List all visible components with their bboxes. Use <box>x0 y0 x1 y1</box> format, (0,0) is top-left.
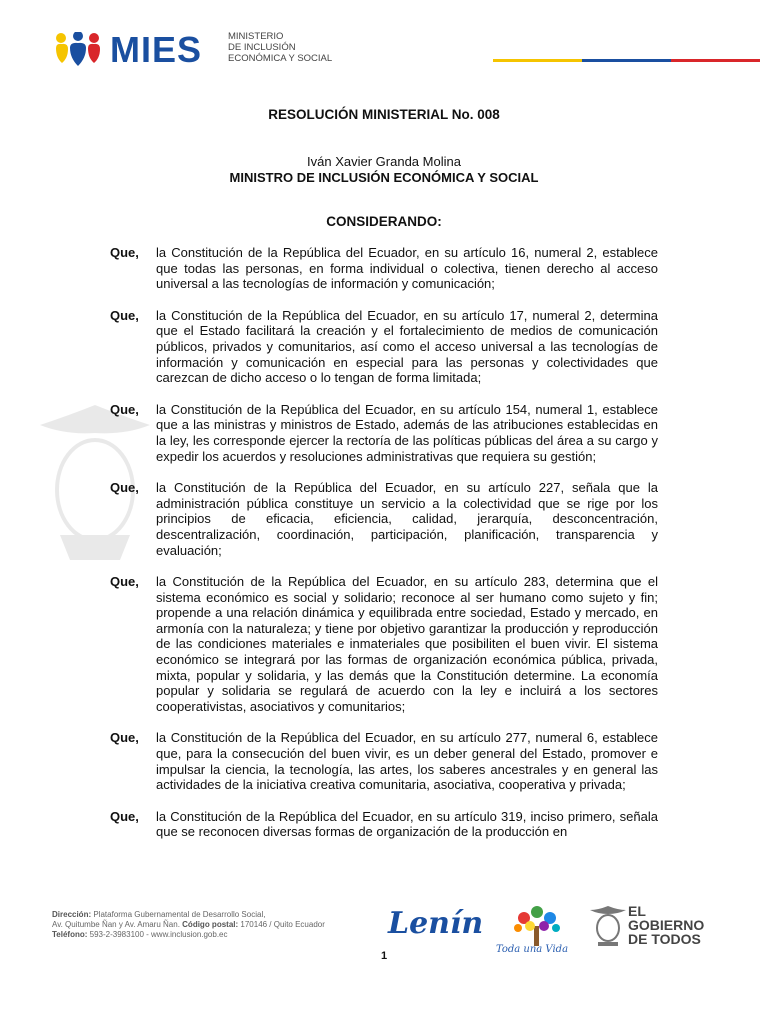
clause-item <box>110 245 658 292</box>
government-shield-icon <box>588 904 628 948</box>
clause-text: la Constitución de la República del Ecuador, en su artículo 277, numeral 6, establece que, para la consecución del buen vivir, es un deber general del Estado, promover e impulsar la ciencia, la tecnología, las artes, los saberes ancestrales y en general las actividades de la iniciativa creativa comunitaria, asociativa, cooperativa y privada; <box>156 730 658 793</box>
clause-label: Que, <box>110 307 139 323</box>
address-label: Dirección: <box>52 910 92 919</box>
section-heading: CONSIDERANDO: <box>326 214 442 229</box>
mies-logo-icon <box>52 32 104 68</box>
address-line-2: Av. Quitumbe Ñan y Av. Amaru Ñan. <box>52 920 180 929</box>
clause-text: la Constitución de la República del Ecuador, en su artículo 17, numeral 2, determina que el Estado facilitará la creación y el fortalecimiento de medios de comunicación públicos, privados y comunitarios, así como el acceso universal a las tecnologías de información y comunicación en especial para las personas y colectividades que carezcan de dicho acceso o lo tengan de forma limitada; <box>156 307 658 386</box>
footer-address <box>52 910 372 940</box>
clause-label: Que, <box>110 730 139 746</box>
gov-line-1: EL <box>628 903 646 919</box>
postal-label: Código postal: <box>182 920 239 929</box>
clause-list <box>110 245 658 840</box>
clause-text: la Constitución de la República del Ecuador, en su artículo 227, señala que la administración pública constituye un servicio a la colectividad que se rige por los principios de eficacia, eficiencia, calidad, jerarquía, desconcentración, descentralización, coordinación, participación, planificación, transparencia y evaluación; <box>156 480 658 558</box>
minister-name: Iván Xavier Granda Molina <box>307 154 461 169</box>
clause-text: la Constitución de la República del Ecuador, en su artículo 283, determina que el sistema económico es social y solidario; reconoce al ser humano como sujeto y fin; propende a una relación dinámica y equilibrada entre sociedad, Estado y mercado, en armonía con la naturaleza; y tiene por objetivo garantizar la producción y reproducción de las condiciones materiales e inmateriales que posibiliten el buen vivir. El sistema económico se integrará por las formas de organización económica pública, privada, mixta, popular y solidaria, y las demás que la Constitución determine. La economía popular y solidaria se regulará de acuerdo con la ley e incluirá a los sectores cooperativistas, asociativos y comunitarios; <box>156 574 658 714</box>
document-body <box>110 107 658 856</box>
stripe-red <box>671 59 760 62</box>
phone-label: Teléfono: <box>52 930 88 939</box>
ministry-line-1: MINISTERIO <box>228 31 284 42</box>
ministry-line-3: ECONÓMICA Y SOCIAL <box>228 53 333 64</box>
clause-label: Que, <box>110 401 139 417</box>
ministry-name <box>228 31 332 64</box>
ministry-line-2: DE INCLUSIÓN <box>228 42 296 53</box>
document-title: RESOLUCIÓN MINISTERIAL No. 008 <box>268 107 500 122</box>
lenin-logo: Lenín <box>388 906 484 941</box>
gov-line-3: DE TODOS <box>628 931 701 947</box>
header-color-stripe <box>493 59 760 62</box>
page-number: 1 <box>380 950 388 962</box>
clause-text: la Constitución de la República del Ecuador, en su artículo 319, inciso primero, señala que se reconocen diversas formas de organización de la producción en <box>156 808 658 840</box>
minister-title: MINISTRO DE INCLUSIÓN ECONÓMICA Y SOCIAL <box>229 170 539 185</box>
clause-label: Que, <box>110 245 139 260</box>
clause-item <box>110 574 658 714</box>
clause-text: la Constitución de la República del Ecuador, en su artículo 154, numeral 1, establece que a las ministras y ministros de Estado, además de las atribuciones establecidas en la ley, les corresponde ejercer la rectoría de las políticas públicas del área a su cargo y expedir los acuerdos y resoluciones administrativas que requiera su gestión; <box>156 401 658 464</box>
page-header <box>52 28 712 78</box>
address-line-1: Plataforma Gubernamental de Desarrollo Social, <box>93 910 266 919</box>
postal-value: 170146 / Quito Ecuador <box>240 920 325 929</box>
clause-label: Que, <box>110 480 139 496</box>
clause-item <box>110 730 658 792</box>
toda-una-vida-text: Toda una Vida <box>495 944 569 955</box>
clause-item <box>110 809 658 840</box>
mies-logo-text: MIES <box>110 29 203 70</box>
stripe-blue <box>582 59 671 62</box>
clause-item <box>110 480 658 558</box>
clause-label: Que, <box>110 808 139 824</box>
clause-item <box>110 402 658 464</box>
clause-label: Que, <box>110 574 139 590</box>
clause-item <box>110 308 658 386</box>
government-logo-text <box>628 904 704 946</box>
gov-line-2: GOBIERNO <box>628 917 705 933</box>
clause-text: la Constitución de la República del Ecuador, en su artículo 16, numeral 2, establece que todas las personas, en forma individual o colectiva, tienen derecho al acceso universal a las tecnologías de información y comunicación; <box>156 245 658 292</box>
stripe-yellow <box>493 59 582 62</box>
phone-value: 593-2-3983100 - www.inclusion.gob.ec <box>89 930 228 939</box>
